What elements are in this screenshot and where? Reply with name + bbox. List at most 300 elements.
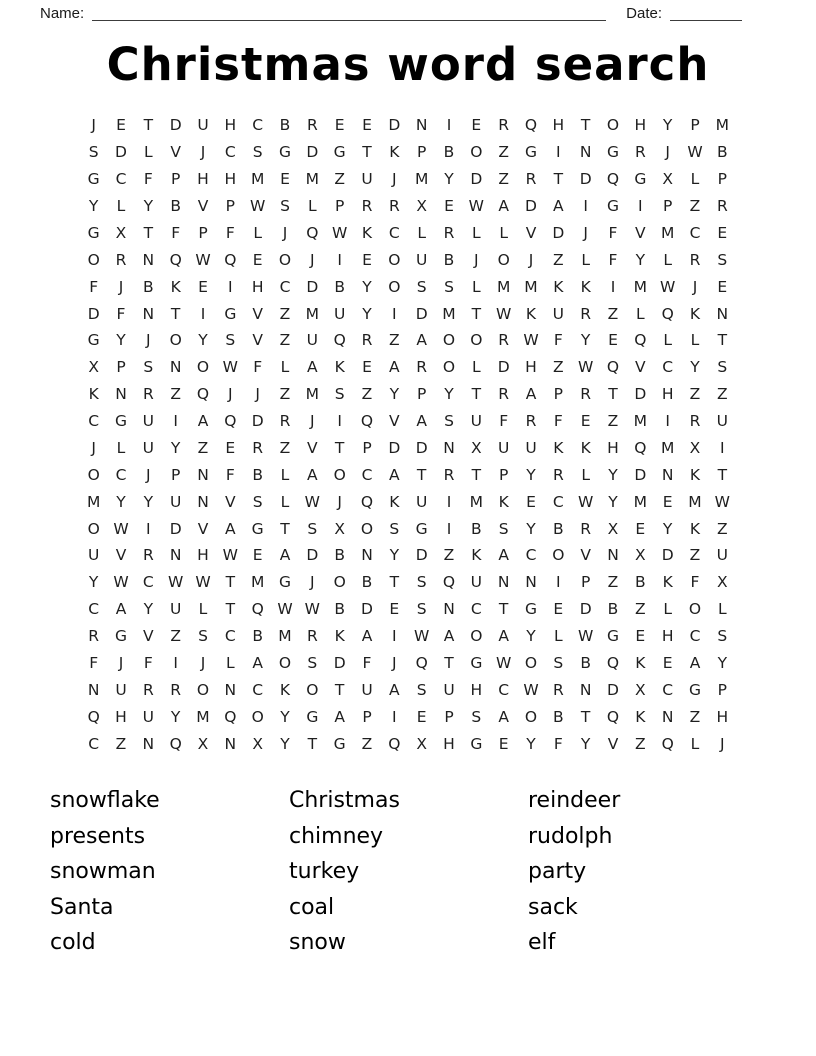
grid-letter: V [635, 223, 646, 242]
grid-letter: G [87, 223, 100, 242]
grid-letter: K [635, 707, 646, 726]
grid-letter: E [526, 492, 536, 511]
grid-letter: Z [553, 250, 564, 269]
grid-letter: L [690, 170, 700, 189]
grid-letter: A [334, 707, 345, 726]
grid-letter: D [169, 116, 182, 135]
grid-letter: N [525, 573, 537, 592]
grid-letter: B [553, 519, 564, 538]
grid-letter: S [416, 573, 427, 592]
grid-letter: K [361, 223, 373, 242]
grid-letter: G [333, 143, 346, 162]
grid-letter: E [362, 358, 372, 377]
grid-letter: N [169, 546, 182, 565]
grid-letter: X [607, 519, 619, 538]
grid-letter: B [635, 573, 646, 592]
grid-letter: R [634, 143, 646, 162]
grid-letter: S [252, 492, 263, 511]
grid-letter: O [196, 358, 210, 377]
grid-letter: T [416, 465, 427, 484]
grid-letter: H [716, 707, 729, 726]
grid-letter: P [334, 197, 345, 216]
grid-letter: H [197, 170, 209, 189]
grid-letter: Q [251, 600, 264, 619]
grid-letter: V [635, 358, 646, 377]
grid-letter: N [197, 465, 209, 484]
grid-letter: L [253, 223, 262, 242]
grid-letter: U [361, 170, 373, 189]
grid-letter: S [717, 358, 728, 377]
grid-letter: K [389, 492, 400, 511]
grid-letter: G [333, 734, 346, 753]
grid-letter: V [225, 492, 236, 511]
grid-letter: R [552, 465, 564, 484]
grid-letter: H [443, 734, 455, 753]
grid-letter: D [497, 358, 510, 377]
grid-letter: X [115, 223, 127, 242]
grid-letter: R [525, 170, 537, 189]
grid-letter: Y [389, 385, 400, 404]
grid-letter: L [472, 358, 481, 377]
grid-letter: N [716, 304, 729, 323]
grid-letter: J [200, 653, 206, 672]
grid-letter: F [362, 653, 372, 672]
grid-letter: G [278, 143, 291, 162]
grid-letter: O [388, 277, 401, 296]
grid-letter: C [252, 680, 264, 699]
grid-letter: K [88, 385, 99, 404]
grid-letter: T [471, 304, 482, 323]
grid-letter: M [660, 223, 675, 242]
grid-letter: O [360, 519, 374, 538]
grid-letter: C [224, 143, 236, 162]
grid-letter: E [635, 519, 646, 538]
grid-letter: A [279, 546, 291, 565]
grid-letter: J [200, 143, 206, 162]
grid-letter: C [115, 465, 127, 484]
grid-letter: Q [634, 331, 647, 350]
grid-letter: V [197, 197, 209, 216]
grid-letter: H [661, 385, 674, 404]
grid-letter: D [552, 223, 565, 242]
grid-letter: T [307, 734, 318, 753]
grid-letter: J [528, 250, 534, 269]
grid-letter: R [498, 385, 510, 404]
word-list-item: snowman [50, 859, 156, 884]
grid-letter: E [444, 197, 454, 216]
grid-letter: D [607, 680, 619, 699]
grid-letter: S [416, 600, 427, 619]
grid-letter: O [87, 465, 100, 484]
grid-letter: C [361, 465, 373, 484]
grid-letter: S [444, 277, 454, 296]
grid-letter: B [170, 197, 181, 216]
grid-letter: K [170, 277, 181, 296]
grid-letter: G [634, 170, 647, 189]
grid-letter: R [252, 438, 264, 457]
grid-letter: D [306, 546, 319, 565]
grid-letter: T [334, 680, 345, 699]
grid-letter: R [142, 385, 154, 404]
grid-letter: X [717, 573, 728, 592]
grid-letter: W [277, 600, 293, 619]
grid-letter: J [665, 143, 670, 162]
grid-letter: M [196, 707, 210, 726]
grid-letter: S [88, 143, 99, 162]
grid-letter: V [197, 519, 209, 538]
grid-letter: E [635, 627, 646, 646]
grid-letter: H [525, 358, 537, 377]
grid-letter: U [142, 412, 154, 431]
grid-letter: L [116, 438, 126, 457]
grid-letter: Y [717, 653, 728, 672]
grid-letter: S [307, 519, 318, 538]
grid-letter: W [195, 573, 211, 592]
grid-letter: Z [607, 412, 619, 431]
grid-letter: F [253, 358, 263, 377]
grid-letter: B [334, 600, 345, 619]
grid-letter: R [115, 250, 127, 269]
word-list-column [50, 783, 289, 961]
grid-letter: D [333, 653, 346, 672]
grid-letter: R [580, 385, 592, 404]
grid-letter: D [634, 385, 647, 404]
grid-letter: I [583, 197, 588, 216]
grid-letter: M [278, 627, 292, 646]
grid-letter: R [580, 304, 592, 323]
grid-letter: O [470, 331, 483, 350]
grid-letter: G [524, 143, 537, 162]
grid-letter: O [87, 250, 100, 269]
grid-letter: X [334, 519, 345, 538]
grid-letter: M [496, 277, 511, 296]
grid-letter: X [197, 734, 209, 753]
grid-letter: I [228, 277, 233, 296]
grid-letter: Y [143, 492, 154, 511]
grid-letter: J [228, 385, 233, 404]
grid-letter: N [607, 546, 619, 565]
grid-letter: N [497, 573, 510, 592]
grid-letter: O [333, 573, 346, 592]
grid-letter: O [251, 707, 264, 726]
grid-letter: R [580, 519, 592, 538]
date-label: Date: [626, 4, 662, 22]
grid-letter: Y [662, 116, 673, 135]
grid-letter: L [663, 250, 672, 269]
grid-letter: A [389, 465, 400, 484]
grid-letter: P [416, 385, 427, 404]
grid-letter: Q [224, 412, 237, 431]
grid-letter: T [608, 385, 618, 404]
grid-letter: R [525, 412, 537, 431]
grid-letter: O [333, 465, 346, 484]
grid-letter: C [525, 546, 537, 565]
grid-letter: C [88, 734, 100, 753]
grid-letter: L [663, 331, 672, 350]
grid-letter: L [663, 600, 672, 619]
grid-letter: Q [661, 304, 674, 323]
grid-letter: U [415, 250, 428, 269]
grid-letter: Z [443, 546, 455, 565]
grid-letter: D [169, 519, 182, 538]
grid-letter: T [471, 385, 482, 404]
grid-letter: P [416, 143, 427, 162]
grid-letter: L [280, 358, 290, 377]
grid-letter: L [144, 143, 153, 162]
grid-letter: Q [196, 385, 210, 404]
grid-letter: U [361, 680, 373, 699]
grid-letter: F [225, 465, 235, 484]
grid-letter: Y [362, 304, 372, 323]
grid-letter: U [443, 680, 455, 699]
grid-letter: L [417, 223, 426, 242]
grid-letter: E [198, 277, 208, 296]
grid-letter: Y [580, 331, 591, 350]
grid-letter: I [200, 304, 206, 323]
grid-letter: N [115, 385, 127, 404]
grid-letter: L [280, 465, 290, 484]
grid-letter: N [169, 358, 182, 377]
grid-letter: I [146, 519, 151, 538]
grid-letter: O [278, 250, 292, 269]
grid-letter: D [634, 465, 647, 484]
grid-letter: U [142, 438, 154, 457]
grid-letter: Z [689, 707, 701, 726]
grid-letter: K [662, 573, 673, 592]
grid-letter: S [334, 385, 345, 404]
grid-letter: I [392, 304, 397, 323]
grid-letter: F [116, 304, 126, 323]
grid-letter: E [225, 438, 236, 457]
grid-letter: W [687, 143, 703, 162]
grid-letter: Y [362, 277, 372, 296]
grid-letter: Y [526, 465, 536, 484]
grid-letter: L [308, 197, 317, 216]
grid-letter: E [280, 170, 290, 189]
grid-letter: Y [143, 600, 154, 619]
grid-letter: G [251, 519, 264, 538]
word-list-item: presents [50, 823, 146, 849]
grid-letter: Z [279, 385, 291, 404]
grid-letter: D [115, 143, 127, 162]
grid-letter: Y [170, 438, 181, 457]
grid-letter: V [389, 412, 400, 431]
grid-letter: C [552, 492, 564, 511]
grid-letter: G [224, 304, 237, 323]
grid-letter: E [416, 707, 427, 726]
grid-letter: G [415, 519, 428, 538]
grid-letter: W [523, 680, 539, 699]
grid-letter: U [115, 680, 127, 699]
grid-letter: B [580, 653, 591, 672]
grid-letter: W [578, 627, 594, 646]
grid-letter: B [252, 627, 263, 646]
grid-letter: H [224, 170, 237, 189]
grid-letter: Z [717, 385, 728, 404]
grid-letter: Z [635, 600, 646, 619]
name-label: Name: [40, 4, 85, 22]
grid-letter: P [580, 573, 591, 592]
grid-letter: U [333, 304, 346, 323]
grid-letter: T [225, 573, 236, 592]
grid-letter: M [715, 116, 730, 135]
grid-letter: Z [717, 519, 728, 538]
grid-letter: K [553, 438, 564, 457]
grid-letter: N [443, 438, 455, 457]
grid-letter: K [553, 277, 564, 296]
grid-letter: C [88, 412, 100, 431]
grid-letter: R [416, 358, 428, 377]
grid-letter: H [634, 116, 647, 135]
grid-letter: C [88, 600, 100, 619]
grid-letter: F [608, 250, 618, 269]
grid-letter: B [717, 143, 728, 162]
grid-letter: H [661, 627, 674, 646]
grid-letter: L [581, 465, 590, 484]
grid-letter: R [498, 116, 510, 135]
grid-letter: A [225, 519, 236, 538]
grid-letter: L [472, 223, 481, 242]
grid-letter: N [197, 492, 209, 511]
grid-letter: E [334, 116, 345, 135]
grid-letter: A [443, 627, 455, 646]
grid-letter: M [633, 492, 648, 511]
word-list-item: party [528, 859, 587, 884]
grid-letter: D [388, 438, 401, 457]
grid-letter: W [414, 627, 430, 646]
grid-letter: I [638, 197, 643, 216]
grid-letter: X [471, 438, 482, 457]
grid-letter: F [690, 573, 700, 592]
grid-letter: F [499, 412, 509, 431]
grid-letter: O [524, 653, 538, 672]
grid-letter: M [305, 170, 320, 189]
grid-letter: N [361, 546, 373, 565]
grid-letter: R [361, 197, 373, 216]
word-list-item: snow [289, 930, 346, 955]
grid-letter: L [226, 653, 235, 672]
grid-letter: I [392, 707, 397, 726]
grid-letter: V [252, 331, 263, 350]
grid-letter: V [115, 546, 127, 565]
grid-letter: W [195, 250, 211, 269]
grid-letter: Y [635, 250, 646, 269]
grid-letter: H [607, 438, 619, 457]
word-list-item: Christmas [289, 788, 400, 813]
grid-letter: G [87, 331, 100, 350]
grid-letter: J [310, 412, 315, 431]
grid-letter: G [114, 412, 127, 431]
grid-letter: E [116, 116, 126, 135]
grid-letter: A [689, 653, 701, 672]
grid-letter: P [170, 170, 181, 189]
grid-letter: Q [524, 116, 538, 135]
grid-letter: R [443, 223, 455, 242]
grid-letter: Z [197, 438, 209, 457]
grid-letter: A [416, 412, 427, 431]
grid-letter: O [688, 600, 702, 619]
grid-letter: P [170, 465, 181, 484]
word-list-item: reindeer [528, 788, 621, 813]
grid-letter: U [470, 412, 482, 431]
grid-letter: N [142, 734, 155, 753]
grid-letter: P [717, 170, 727, 189]
grid-letter: E [717, 277, 728, 296]
grid-letter: Z [279, 331, 291, 350]
grid-letter: E [498, 734, 509, 753]
grid-letter: E [252, 250, 263, 269]
grid-letter: R [443, 465, 455, 484]
grid-letter: Q [634, 438, 647, 457]
grid-letter: G [470, 653, 483, 672]
grid-letter: P [717, 680, 727, 699]
grid-letter: A [361, 627, 373, 646]
grid-letter: Z [389, 331, 400, 350]
grid-letter: O [87, 519, 100, 538]
grid-letter: Q [360, 492, 374, 511]
grid-letter: Q [606, 170, 620, 189]
grid-letter: U [142, 707, 154, 726]
grid-letter: C [388, 223, 400, 242]
grid-letter: R [306, 627, 318, 646]
grid-letter: Z [635, 734, 646, 753]
grid-letter: D [661, 546, 674, 565]
grid-letter: Y [198, 331, 208, 350]
grid-letter: Q [224, 250, 237, 269]
grid-letter: O [524, 707, 538, 726]
grid-letter: B [361, 573, 373, 592]
grid-letter: A [498, 707, 509, 726]
word-search-grid [80, 112, 736, 757]
grid-letter: R [498, 331, 510, 350]
grid-letter: V [170, 143, 181, 162]
grid-letter: Z [689, 385, 701, 404]
grid-letter: E [362, 116, 372, 135]
grid-letter: G [278, 573, 291, 592]
grid-letter: Q [169, 734, 182, 753]
grid-letter: K [689, 519, 701, 538]
grid-letter: K [689, 465, 701, 484]
grid-letter: H [197, 546, 209, 565]
grid-letter: E [252, 546, 263, 565]
grid-letter: S [252, 143, 263, 162]
grid-letter: F [143, 653, 153, 672]
grid-letter: K [389, 143, 400, 162]
grid-letter: W [250, 197, 266, 216]
grid-letter: B [553, 707, 564, 726]
grid-letter: J [310, 250, 315, 269]
grid-letter: T [280, 519, 290, 538]
grid-letter: F [89, 653, 99, 672]
grid-letter: R [388, 197, 400, 216]
grid-letter: M [688, 492, 702, 511]
grid-letter: A [416, 331, 427, 350]
grid-letter: O [442, 331, 456, 350]
grid-letter: U [169, 600, 182, 619]
grid-letter: E [608, 331, 618, 350]
word-list-item: coal [289, 894, 335, 920]
grid-letter: B [443, 250, 455, 269]
grid-letter: S [717, 627, 728, 646]
word-list-item: Santa [50, 894, 114, 920]
grid-letter: P [116, 358, 126, 377]
grid-letter: Q [442, 573, 456, 592]
grid-letter: Q [661, 734, 674, 753]
grid-letter: W [113, 519, 129, 538]
grid-letter: Y [170, 707, 181, 726]
grid-letter: I [392, 627, 397, 646]
grid-letter: I [173, 412, 178, 431]
